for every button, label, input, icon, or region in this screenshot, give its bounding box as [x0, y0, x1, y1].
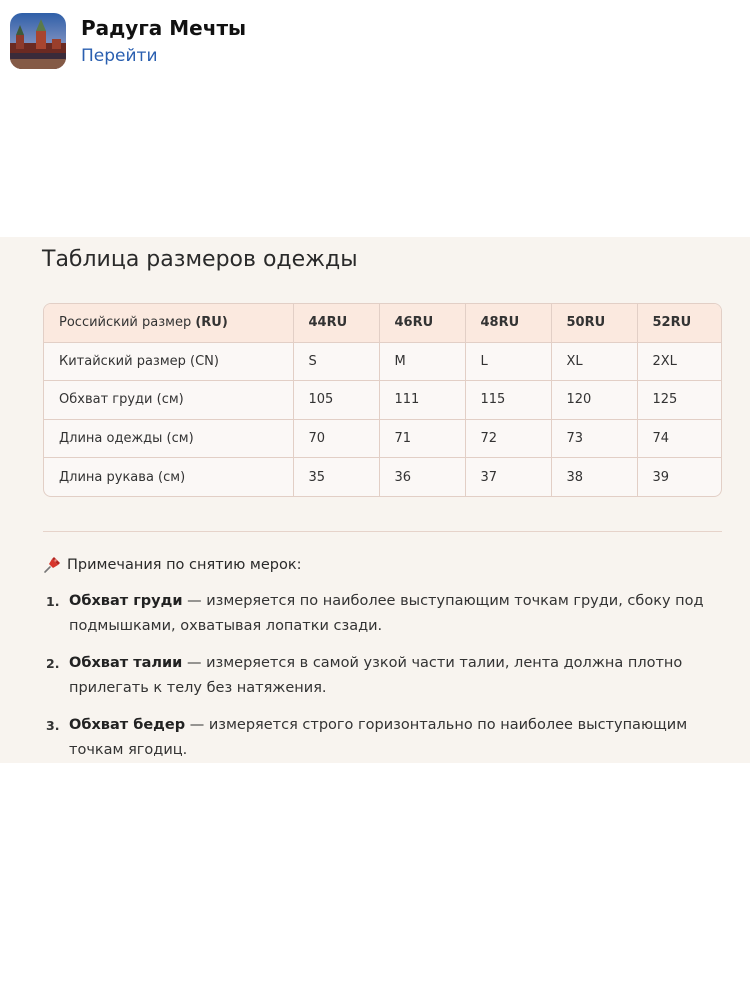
table-cell: 36: [379, 458, 465, 497]
table-cell: 105: [293, 381, 379, 420]
table-cell: 35: [293, 458, 379, 497]
table-row: [44, 458, 722, 497]
note-term: Обхват талии: [69, 655, 183, 671]
shop-header: [0, 0, 750, 80]
table-cell: 38: [551, 458, 637, 497]
pushpin-icon: [42, 555, 62, 575]
size-chart-panel: [0, 237, 750, 763]
table-cell: 2XL: [637, 342, 722, 381]
table-cell: 39: [652, 469, 670, 485]
column-header: 50RU: [551, 304, 637, 342]
list-item: [46, 713, 716, 763]
list-item: [46, 651, 716, 701]
table-cell: 37: [465, 458, 551, 497]
notes-heading-text: Примечания по снятию мерок:: [67, 557, 302, 573]
table-cell: 111: [379, 381, 465, 420]
note-text: — измеряется по наиболее выступающим точкам груди, сбоку под подмышками, охватывая лопатки сзади.: [69, 593, 704, 634]
table-cell: 70: [293, 419, 379, 458]
table-row: [44, 342, 722, 381]
go-to-shop-link[interactable]: Перейти: [81, 46, 158, 66]
table-cell: S: [293, 342, 379, 381]
header-label-cell: [44, 304, 293, 342]
note-number: 1.: [46, 594, 60, 609]
table-cell: 73: [551, 419, 637, 458]
note-number: 3.: [46, 718, 60, 733]
note-term: Обхват груди: [69, 593, 183, 609]
header-label-suffix: (RU): [195, 315, 228, 331]
panel-title: Таблица размеров одежды: [42, 247, 358, 272]
table-cell: 120: [551, 381, 637, 420]
row-label: Длина рукава (см): [44, 458, 293, 497]
table-row: [44, 419, 722, 458]
table-cell: L: [465, 342, 551, 381]
table-row: [44, 381, 722, 420]
note-text: — измеряется строго горизонтально по наиболее выступающим точкам ягодиц.: [69, 717, 688, 758]
note-term: Обхват бедер: [69, 717, 186, 733]
table-cell: 71: [379, 419, 465, 458]
column-header: 46RU: [379, 304, 465, 342]
table-cell: XL: [551, 342, 637, 381]
table-cell: 125: [637, 381, 722, 420]
section-divider: [43, 531, 722, 532]
table-cell: 74: [637, 419, 722, 458]
shop-name: Радуга Мечты: [81, 16, 247, 40]
row-label: Китайский размер (CN): [44, 342, 293, 381]
note-text: — измеряется в самой узкой части талии, лента должна плотно прилегать к телу без натяжения.: [69, 655, 683, 696]
table-cell: M: [379, 342, 465, 381]
table-cell: 72: [465, 419, 551, 458]
column-header: 44RU: [293, 304, 379, 342]
notes-heading: [42, 555, 301, 575]
column-header: 48RU: [465, 304, 551, 342]
column-header: 52RU: [637, 304, 722, 342]
row-label: Длина одежды (см): [44, 419, 293, 458]
shop-avatar-icon[interactable]: [10, 13, 66, 69]
notes-list: [46, 589, 716, 775]
table-cell: 115: [465, 381, 551, 420]
header-label: Российский размер: [59, 315, 192, 331]
row-label: Обхват груди (см): [44, 381, 293, 420]
size-table: [43, 303, 722, 497]
table-header-row: [44, 304, 722, 342]
note-number: 2.: [46, 656, 60, 671]
list-item: [46, 589, 716, 639]
